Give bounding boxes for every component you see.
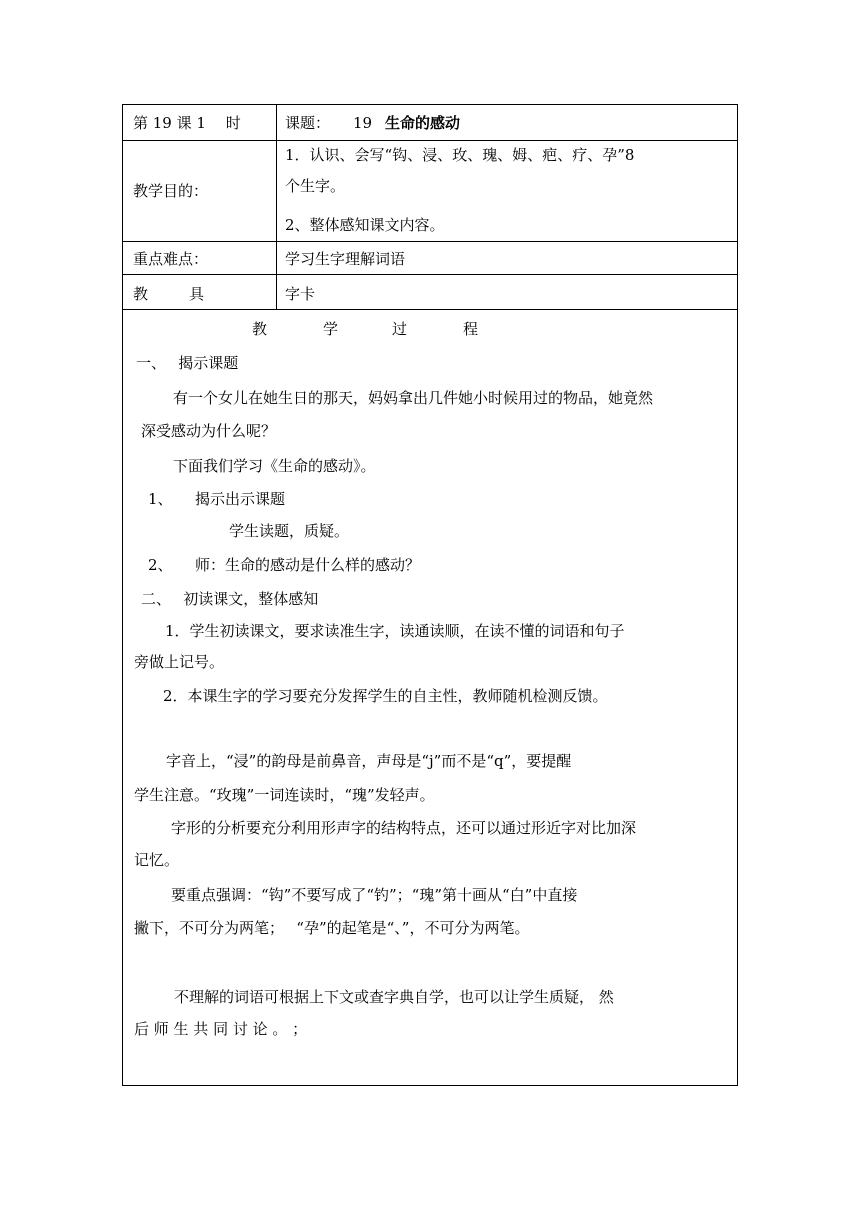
key-points-value: 学习生字理解词语	[285, 250, 406, 268]
process-line: 学生注意。“玫瑰”一词连读时，“瑰”发轻声。	[134, 786, 435, 804]
lesson-period: 第 19 课 1 时	[133, 114, 241, 132]
process-line: 撇下，不可分为两笔； “孕”的起笔是“、”，不可分为两笔。	[134, 919, 530, 937]
process-line: 记忆。	[134, 851, 180, 869]
process-line: 学生读题，质疑。	[229, 522, 350, 540]
process-line: 一、 揭示课题	[136, 354, 239, 372]
objective-line: 2、整体感知课文内容。	[285, 216, 445, 234]
process-line: 不理解的词语可根据上下文或查字典自学，也可以让学生质疑， 然	[174, 988, 614, 1006]
lesson-plan-table	[122, 104, 738, 1086]
objective-line: 个生字。	[285, 177, 346, 195]
process-line: 2、 师：生命的感动是什么样的感动？	[148, 556, 421, 574]
process-heading-char: 程	[463, 320, 479, 338]
row-divider	[123, 241, 737, 242]
topic-number: 19	[353, 114, 373, 132]
column-divider	[276, 105, 277, 309]
process-line: 后 师 生 共 同 讨 论 。 ；	[134, 1020, 308, 1038]
topic-label: 课题：	[285, 114, 331, 132]
topic-title: 生命的感动	[385, 114, 461, 132]
process-line: 1．学生初读课文，要求读准生字，读通读顺，在读不懂的词语和句子	[165, 622, 625, 640]
tools-value: 字卡	[285, 285, 316, 303]
process-line: 有一个女儿在她生日的那天，妈妈拿出几件她小时候用过的物品，她竟然	[173, 389, 654, 407]
process-heading-char: 教	[252, 320, 268, 338]
process-line: 字音上，“浸”的韵母是前鼻音，声母是“j”而不是“q”，要提醒	[166, 752, 572, 770]
process-line: 下面我们学习《生命的感动》。	[173, 457, 376, 475]
process-line: 深受感动为什么呢？	[141, 422, 277, 440]
row-divider	[123, 274, 737, 275]
process-line: 1、 揭示出示课题	[148, 490, 286, 508]
objectives-label: 教学目的：	[133, 182, 209, 200]
process-line: 字形的分析要充分利用形声字的结构特点，还可以通过形近字对比加深	[171, 819, 637, 837]
row-divider	[123, 140, 737, 141]
process-heading-char: 学	[323, 320, 339, 338]
process-line: 要重点强调：“钩”不要写成了“钓”；“瑰”第十画从“白”中直接	[171, 886, 578, 904]
process-line: 2．本课生字的学习要充分发挥学生的自主性，教师随机检测反馈。	[163, 687, 608, 705]
key-points-label: 重点难点：	[133, 250, 209, 268]
process-line: 二、 初读课文，整体感知	[141, 590, 319, 608]
row-divider	[123, 309, 737, 310]
process-line: 旁做上记号。	[134, 653, 225, 671]
tools-label: 教	[133, 285, 149, 303]
tools-label: 具	[189, 285, 205, 303]
process-heading-char: 过	[392, 320, 408, 338]
objective-line: 1．认识、会写“钩、浸、玫、瑰、姆、疤、疗、孕”8	[285, 146, 635, 164]
